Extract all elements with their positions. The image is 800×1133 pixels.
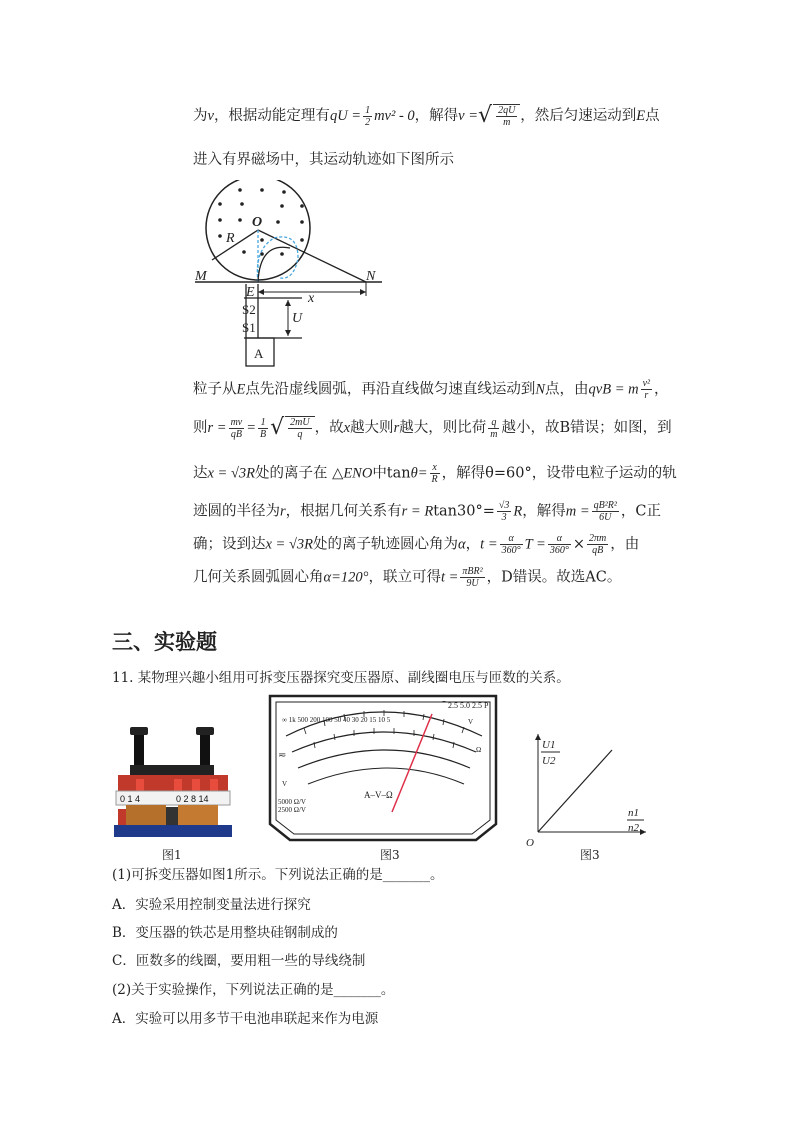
figure-1-caption: 图1 <box>162 848 182 862</box>
question-part-2: (2)关于实验操作，下列说法正确的是_______。 <box>112 982 395 998</box>
svg-text:Ω: Ω <box>476 746 482 754</box>
solution-line-8: 几何关系圆弧圆心角α=120°，联立可得t = πBR² 9U ，D错误。故选AC。 <box>193 566 622 589</box>
range-labels: ⌒2.5 5.0 2.5 P <box>440 701 489 710</box>
fraction: $\frac{1}{2}$ <box>365 104 371 128</box>
question-11: 11. 某物理兴趣小组用可拆变压器探究变压器原、副线圈电压与匝数的关系。 <box>112 670 570 686</box>
option-b: B．变压器的铁芯是用整块硅钢制成的 <box>112 925 338 941</box>
option-c: C．匝数多的线圈，要用粗一些的导线绕制 <box>112 953 366 969</box>
figure-2-caption: 图3 <box>380 848 400 862</box>
label-o: O <box>252 215 263 230</box>
solution-line-7: 确；设到达x = √3R处的离子轨迹圆心角为α，t = $\frac{\alpha}{360^\circ}$ T = $\frac{\alpha}{360^\circ}$ × $\frac{2\pi m}{qB}$ ，由 <box>193 533 640 556</box>
label-a: A <box>254 346 264 361</box>
svg-text:V: V <box>282 780 288 788</box>
magnetic-field-diagram <box>190 180 390 370</box>
radius-line <box>212 230 258 260</box>
label-x: x <box>308 291 315 306</box>
svg-text:2500 Ω/V: 2500 Ω/V <box>278 806 306 814</box>
option-a-part2: A．实验可以用多节干电池串联起来作为电源 <box>112 1011 379 1027</box>
ratio-graph <box>522 728 652 848</box>
figure-3-caption: 图3 <box>580 848 600 862</box>
svg-text:V: V <box>468 718 474 726</box>
question-part-1: (1)可拆变压器如图1所示。下列说法正确的是_______。 <box>112 867 444 883</box>
transformer-figure <box>112 725 234 845</box>
meter-mode-label: A–V–Ω <box>364 790 393 800</box>
label-u: U <box>292 311 303 326</box>
svg-text:5000 Ω/V: 5000 Ω/V <box>278 798 306 806</box>
solution-line-2: 进入有界磁场中，其运动轨迹如下图所示 <box>193 152 454 168</box>
option-a: A．实验采用控制变量法进行探究 <box>112 897 311 913</box>
svg-text:n2: n2 <box>628 822 639 834</box>
svg-text:≂: ≂ <box>278 750 287 761</box>
left-coil-scale: 0 1 4 <box>120 794 141 804</box>
ohm-scale-labels: ∞ 1k 500 200 100 50 40 30 20 15 10 5 <box>282 716 391 724</box>
multimeter-figure <box>264 692 502 842</box>
label-r: R <box>226 231 235 246</box>
solution-line-6: 迹圆的半径为r，根据几何关系有r = Rtan30°= $\frac{√3}{3}$ R，解得m = $\frac{\text{qB²R²}}{6U}$ ，C正 <box>193 500 661 523</box>
solution-line-4: 则r = $\frac{mv}{qB}$ = $\frac{1}{B}$ √ $\frac{2mU}{q}$ ，故x越大则r越大，则比荷 $\frac{q}{m}$ 越小，故B错误；如图，到 <box>193 415 672 440</box>
right-coil-scale: 0 2 8 14 <box>176 794 209 804</box>
solution-line-5: 达x = √3R处的离子在 △ENO中tanθ= $\frac{x}{R}$ ，解得θ=60°，设带电粒子运动的轨 <box>193 462 677 485</box>
solution-line-3: 粒子从E点先沿虚线圆弧，再沿直线做匀速直线运动到N点，由qvB = m $\frac{\text{v²}}{r}$ ， <box>193 378 669 401</box>
section-title: 三、实验题 <box>112 630 217 654</box>
svg-text:O: O <box>526 837 534 848</box>
label-s2: S2 <box>242 302 256 317</box>
label-e: E <box>246 285 255 300</box>
label-n: N <box>366 269 376 284</box>
svg-text:U1: U1 <box>542 739 556 751</box>
solution-line-1: 为v，根据动能定理有qU = $\frac{1}{2}$ mv² - 0，解得v =√ $\frac{2qU}{m}$ ，然后匀速运动到E点 <box>193 103 660 128</box>
label-m: M <box>195 269 207 284</box>
svg-text:n1: n1 <box>628 807 639 819</box>
svg-text:U2: U2 <box>542 755 556 767</box>
label-s1: S1 <box>242 320 256 335</box>
